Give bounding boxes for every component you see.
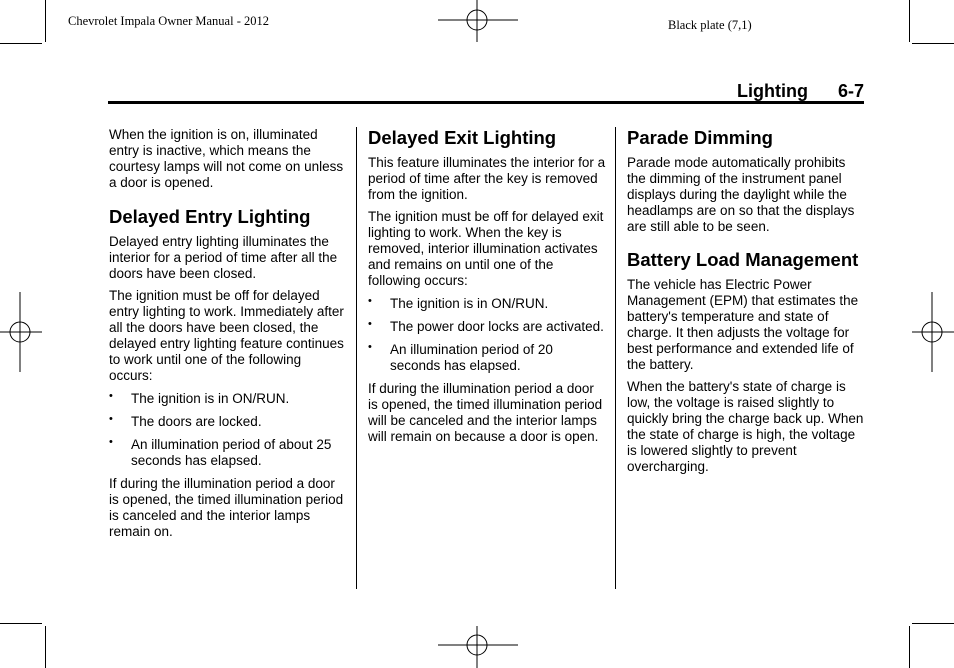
list-item-text: The power door locks are activated. [390,319,604,334]
list-item [109,391,347,407]
bullet-icon: • [109,390,113,402]
column-divider [615,127,616,589]
section-heading: Parade Dimming [627,127,773,148]
column-3 [627,127,865,481]
section-heading: Delayed Exit Lighting [368,127,557,148]
column-1 [109,127,347,546]
list-item-text: The doors are locked. [131,414,262,429]
crop-mark [0,43,42,44]
paragraph: The vehicle has Electric Power Management (EPM) that estimates the battery's temperature and state of charge. It then adjusts the voltage for best performance and extended life of the battery. [627,277,859,372]
paragraph: The ignition must be off for delayed exit lighting to work. When the key is removed, interior illumination activates and remains on until one of the following occurs: [368,209,604,288]
section-heading: Delayed Entry Lighting [109,206,311,227]
list-item-text: An illumination period of about 25 seconds has elapsed. [131,437,332,468]
bullet-icon: • [368,318,372,330]
column-divider [356,127,357,589]
crop-mark [912,43,954,44]
list-item [368,296,606,312]
paragraph: If during the illumination period a door is opened, the timed illumination period will be canceled and the interior lamps will remain on because a door is open. [368,381,603,444]
paragraph: If during the illumination period a door is opened, the timed illumination period is canceled and the interior lamps remain on. [109,476,344,539]
section-heading: Battery Load Management [627,249,859,270]
crop-mark [45,0,46,42]
paragraph: This feature illuminates the interior for a period of time after the key is removed from the ignition. [368,155,606,202]
list-item-text: An illumination period of 20 seconds has elapsed. [390,342,553,373]
manual-title: Chevrolet Impala Owner Manual - 2012 [68,14,269,28]
crop-mark [0,623,42,624]
registration-mark-left [0,292,42,372]
crop-mark [912,623,954,624]
running-head [737,81,864,102]
list-item [109,414,347,430]
list-item-text: The ignition is in ON/RUN. [131,391,290,406]
bullet-icon: • [368,341,372,353]
header-rule [108,101,864,104]
plate-label: Black plate (7,1) [668,18,752,32]
list-item-text: The ignition is in ON/RUN. [390,296,549,311]
list-item [368,319,606,335]
intro-paragraph: When the ignition is on, illuminated entry is inactive, which means the courtesy lamps will not come on unless a door is opened. [109,127,344,190]
crop-mark [45,626,46,668]
paragraph: The ignition must be off for delayed entry lighting to work. Immediately after all the doors have been closed, the delayed entry lighting feature continues to work until one of the following occurs: [109,288,344,383]
bullet-list [109,391,347,469]
list-item [368,342,606,374]
paragraph: Delayed entry lighting illuminates the interior for a period of time after all the doors have been closed. [109,234,338,281]
list-item [109,437,347,469]
registration-mark-right [912,292,954,372]
crop-mark [909,626,910,668]
crop-mark [909,0,910,42]
registration-mark-bottom [438,626,518,668]
page-number: 6-7 [837,81,864,101]
paragraph: When the battery's state of charge is low, the voltage is raised slightly to quickly bring the charge back up. When the state of charge is high, the voltage is lowered slightly to prevent overcharging. [627,379,864,474]
column-2 [368,127,606,451]
bullet-icon: • [109,413,113,425]
paragraph: Parade mode automatically prohibits the dimming of the instrument panel displays during the daylight while the headlamps are on so that the displays are still able to be seen. [627,155,855,234]
registration-mark-top [438,0,518,42]
bullet-icon: • [368,295,372,307]
bullet-icon: • [109,436,113,448]
bullet-list [368,296,606,374]
section-title: Lighting [737,81,808,101]
